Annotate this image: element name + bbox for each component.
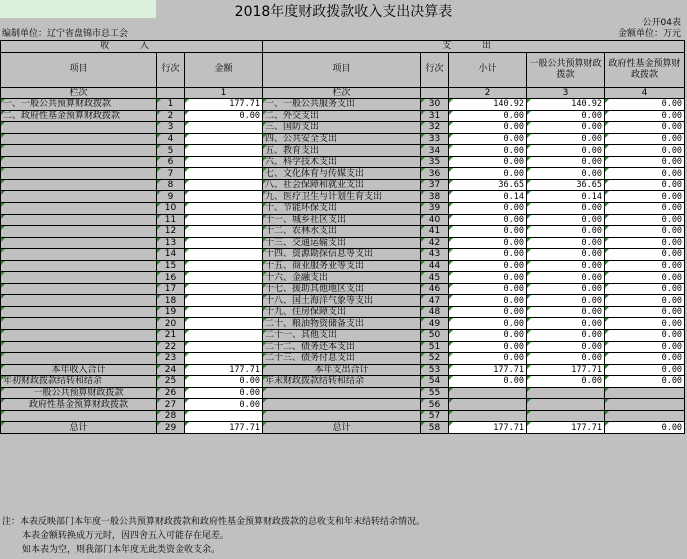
expense-general-cell[interactable]: 0.00 (527, 283, 605, 295)
column-index-row (1, 87, 685, 99)
expense-fund-cell[interactable]: 0.00 (605, 191, 685, 203)
expense-row-no-cell: 49 (421, 318, 449, 330)
income-row-no-cell: 14 (157, 249, 185, 261)
income-item-cell (1, 122, 157, 134)
expense-subtotal-cell[interactable]: 0.00 (449, 260, 527, 272)
income-amount-cell[interactable] (185, 122, 263, 134)
expense-fund-cell[interactable]: 0.00 (605, 283, 685, 295)
table-row (1, 156, 685, 168)
expense-item-cell: 九、医疗卫生与计划生育支出 (263, 191, 421, 203)
expense-row-no-cell: 37 (421, 179, 449, 191)
income-amount-cell[interactable] (185, 306, 263, 318)
expense-fund-cell[interactable]: 0.00 (605, 145, 685, 157)
income-row-no-cell: 13 (157, 237, 185, 249)
table-row (1, 410, 685, 422)
income-item-cell (1, 179, 157, 191)
income-row-no-cell: 26 (157, 387, 185, 399)
income-row-no-cell: 4 (157, 133, 185, 145)
expense-general-cell[interactable] (527, 387, 605, 399)
expense-item-cell: 十八、国土海洋气象等支出 (263, 295, 421, 307)
expense-fund-cell[interactable]: 0.00 (605, 179, 685, 191)
expense-fund-cell[interactable]: 0.00 (605, 110, 685, 122)
income-amount-cell[interactable] (185, 226, 263, 238)
income-item-cell (1, 410, 157, 422)
income-row-no-cell: 7 (157, 168, 185, 180)
income-row-no-cell: 21 (157, 330, 185, 342)
expense-row-no-cell: 45 (421, 272, 449, 284)
expense-subtotal-cell[interactable]: 0.00 (449, 168, 527, 180)
expense-general-cell[interactable]: 0.00 (527, 330, 605, 342)
income-row-no-cell: 22 (157, 341, 185, 353)
expense-row-no-cell: 55 (421, 387, 449, 399)
table-row (1, 226, 685, 238)
expense-general-cell[interactable]: 0.00 (527, 168, 605, 180)
expense-item-cell: 六、科学技术支出 (263, 156, 421, 168)
expense-subtotal-cell[interactable]: 36.65 (449, 179, 527, 191)
expense-general-cell[interactable]: 0.00 (527, 341, 605, 353)
expense-general-cell[interactable]: 177.71 (527, 364, 605, 376)
table-row (1, 99, 685, 111)
expense-fund-cell[interactable]: 0.00 (605, 330, 685, 342)
col-header-row-no: 行次 (157, 52, 185, 87)
income-item-cell (1, 306, 157, 318)
expense-subtotal-cell[interactable]: 0.00 (449, 226, 527, 238)
table-row (1, 295, 685, 307)
income-amount-cell[interactable] (185, 330, 263, 342)
table-row (1, 283, 685, 295)
expense-row-no-cell: 33 (421, 133, 449, 145)
income-section-header: 收 入 (1, 41, 263, 53)
expense-item-cell: 七、文化体育与传媒支出 (263, 168, 421, 180)
expense-item-cell: 十七、援助其他地区支出 (263, 283, 421, 295)
expense-fund-cell[interactable]: 0.00 (605, 226, 685, 238)
income-row-no-cell: 8 (157, 179, 185, 191)
expense-row-no-cell: 39 (421, 203, 449, 215)
income-item-cell (1, 168, 157, 180)
income-row-no-cell: 18 (157, 295, 185, 307)
income-item-cell (1, 214, 157, 226)
col-header-general-budget: 一般公共预算财政拨款 (527, 52, 605, 87)
expense-general-cell[interactable]: 0.00 (527, 203, 605, 215)
expense-item-cell: 八、社会保障和就业支出 (263, 179, 421, 191)
expense-subtotal-cell[interactable]: 0.00 (449, 110, 527, 122)
expense-fund-cell[interactable]: 0.00 (605, 99, 685, 111)
section-header-row (1, 41, 685, 53)
expense-general-cell[interactable]: 0.00 (527, 260, 605, 272)
notes (2, 515, 425, 557)
table-row (1, 191, 685, 203)
col-index-2: 2 (449, 87, 527, 99)
expense-row-no-cell: 46 (421, 283, 449, 295)
expense-fund-cell[interactable]: 0.00 (605, 156, 685, 168)
col-header-exp-row-no: 行次 (421, 52, 449, 87)
income-amount-cell[interactable] (185, 410, 263, 422)
income-row-no-cell: 9 (157, 191, 185, 203)
expense-general-cell[interactable]: 0.00 (527, 318, 605, 330)
income-row-no-cell: 17 (157, 283, 185, 295)
note-line: 如本表为空，则我部门本年度无此类资金收支余。 (22, 545, 221, 555)
table-row (1, 341, 685, 353)
expense-general-cell[interactable]: 0.00 (527, 237, 605, 249)
income-amount-cell[interactable] (185, 272, 263, 284)
compiler-label: 编制单位：辽宁省盘锦市总工会 (2, 29, 129, 39)
expense-subtotal-cell[interactable]: 0.00 (449, 376, 527, 388)
income-item-cell (1, 133, 157, 145)
expense-row-no-cell: 40 (421, 214, 449, 226)
income-item-cell (1, 341, 157, 353)
expense-item-cell: 二十三、债务付息支出 (263, 353, 421, 365)
table-row (1, 376, 685, 388)
expense-item-cell: 十四、资源勘探信息等支出 (263, 249, 421, 261)
expense-subtotal-cell[interactable]: 0.00 (449, 203, 527, 215)
income-amount-cell[interactable] (185, 214, 263, 226)
expense-subtotal-cell[interactable] (449, 410, 527, 422)
table-row (1, 179, 685, 191)
expense-item-cell: 本年支出合计 (263, 364, 421, 376)
table-row (1, 168, 685, 180)
expense-row-no-cell: 35 (421, 156, 449, 168)
income-item-cell (1, 191, 157, 203)
expense-row-no-cell: 48 (421, 306, 449, 318)
income-item-cell (1, 156, 157, 168)
income-row-no-cell: 11 (157, 214, 185, 226)
expense-general-cell[interactable]: 0.00 (527, 110, 605, 122)
expense-subtotal-cell[interactable]: 0.00 (449, 133, 527, 145)
expense-general-cell[interactable]: 0.00 (527, 353, 605, 365)
income-amount-cell[interactable] (185, 260, 263, 272)
expense-subtotal-cell[interactable]: 0.00 (449, 272, 527, 284)
expense-general-cell[interactable] (527, 399, 605, 411)
income-row-no-cell: 3 (157, 122, 185, 134)
expense-item-cell: 十一、城乡社区支出 (263, 214, 421, 226)
table-row (1, 387, 685, 399)
col-index-4: 4 (605, 87, 685, 99)
expense-general-cell[interactable]: 0.00 (527, 272, 605, 284)
income-amount-cell[interactable] (185, 203, 263, 215)
income-item-cell (1, 249, 157, 261)
column-header-row (1, 52, 685, 87)
income-amount-cell[interactable] (185, 353, 263, 365)
table-row (1, 214, 685, 226)
col-index-label: 栏次 (1, 87, 157, 99)
expense-row-no-cell: 57 (421, 410, 449, 422)
expense-fund-cell[interactable] (605, 387, 685, 399)
table-row (1, 203, 685, 215)
expense-item-cell: 十五、商业服务业等支出 (263, 260, 421, 272)
expense-item-cell (263, 387, 421, 399)
income-amount-cell[interactable] (185, 191, 263, 203)
income-item-cell (1, 353, 157, 365)
col-header-exp-item: 项目 (263, 52, 421, 87)
table-row (1, 122, 685, 134)
table-row (1, 260, 685, 272)
income-row-no-cell: 16 (157, 272, 185, 284)
expense-subtotal-cell[interactable]: 0.00 (449, 306, 527, 318)
expense-item-cell: 五、教育支出 (263, 145, 421, 157)
expense-general-cell[interactable]: 0.00 (527, 295, 605, 307)
expense-subtotal-cell[interactable] (449, 387, 527, 399)
table-row (1, 306, 685, 318)
expense-item-cell (263, 410, 421, 422)
income-item-cell (1, 145, 157, 157)
table-row (1, 133, 685, 145)
income-amount-cell[interactable]: 177.71 (185, 99, 263, 111)
income-row-no-cell: 27 (157, 399, 185, 411)
expense-fund-cell[interactable]: 0.00 (605, 295, 685, 307)
report-title: 2018年度财政拨款收入支出决算表 (234, 4, 453, 20)
expense-subtotal-cell[interactable]: 0.00 (449, 330, 527, 342)
budget-table (0, 40, 685, 434)
expense-item-cell: 一、一般公共服务支出 (263, 99, 421, 111)
expense-row-no-cell: 47 (421, 295, 449, 307)
unit-label: 金额单位：万元 (617, 29, 681, 39)
income-amount-cell[interactable] (185, 179, 263, 191)
income-row-no-cell: 25 (157, 376, 185, 388)
expense-row-no-cell: 42 (421, 237, 449, 249)
income-item-cell (1, 203, 157, 215)
income-row-no-cell: 5 (157, 145, 185, 157)
expense-item-cell: 十二、农林水支出 (263, 226, 421, 238)
expense-general-cell[interactable] (527, 410, 605, 422)
income-amount-cell[interactable]: 177.71 (185, 364, 263, 376)
expense-row-no-cell: 30 (421, 99, 449, 111)
col-header-item: 项目 (1, 52, 157, 87)
income-amount-cell[interactable] (185, 295, 263, 307)
income-row-no-cell: 6 (157, 156, 185, 168)
income-item-cell: 本年收入合计 (1, 364, 157, 376)
expense-subtotal-cell[interactable]: 0.00 (449, 353, 527, 365)
income-row-no-cell: 28 (157, 410, 185, 422)
expense-item-cell: 十三、交通运输支出 (263, 237, 421, 249)
expense-subtotal-cell[interactable]: 0.00 (449, 237, 527, 249)
expense-subtotal-cell[interactable]: 140.92 (449, 99, 527, 111)
expense-item-cell: 四、公共安全支出 (263, 133, 421, 145)
income-item-cell (1, 272, 157, 284)
expense-subtotal-cell[interactable]: 0.00 (449, 249, 527, 261)
expense-row-no-cell: 36 (421, 168, 449, 180)
expense-fund-cell[interactable]: 0.00 (605, 168, 685, 180)
expense-fund-cell[interactable]: 0.00 (605, 249, 685, 261)
income-amount-cell[interactable]: 0.00 (185, 399, 263, 411)
expense-fund-cell[interactable]: 0.00 (605, 272, 685, 284)
expense-item-cell: 二十二、债务还本支出 (263, 341, 421, 353)
expense-fund-cell[interactable]: 0.00 (605, 353, 685, 365)
income-amount-cell[interactable] (185, 318, 263, 330)
income-amount-cell[interactable] (185, 249, 263, 261)
income-row-no-cell: 15 (157, 260, 185, 272)
col-index-label-2: 栏次 (263, 87, 421, 99)
income-row-no-cell: 12 (157, 226, 185, 238)
expense-row-no-cell: 50 (421, 330, 449, 342)
income-item-cell: 二、政府性基金预算财政拨款 (1, 110, 157, 122)
expense-item-cell: 年末财政拨款结转和结余 (263, 376, 421, 388)
expense-subtotal-cell[interactable] (449, 399, 527, 411)
expense-general-cell[interactable]: 0.00 (527, 133, 605, 145)
income-amount-cell[interactable] (185, 237, 263, 249)
income-row-no-cell: 24 (157, 364, 185, 376)
table-row (1, 422, 685, 434)
income-item-cell: 政府性基金预算财政拨款 (1, 399, 157, 411)
income-row-no-cell: 23 (157, 353, 185, 365)
table-row (1, 145, 685, 157)
col-index-blank-2 (421, 87, 449, 99)
income-amount-cell[interactable] (185, 133, 263, 145)
expense-row-no-cell: 41 (421, 226, 449, 238)
form-code: 公开04表 (642, 18, 681, 28)
expense-fund-cell[interactable]: 0.00 (605, 260, 685, 272)
expense-row-no-cell: 38 (421, 191, 449, 203)
col-index-blank (157, 87, 185, 99)
expense-fund-cell[interactable]: 0.00 (605, 122, 685, 134)
expense-fund-cell[interactable] (605, 410, 685, 422)
expense-item-cell: 二、外交支出 (263, 110, 421, 122)
income-item-cell (1, 260, 157, 272)
table-row (1, 249, 685, 261)
table-row (1, 272, 685, 284)
note-line: 注：本表反映部门本年度一般公共预算财政拨款和政府性基金预算财政拨款的总收支和年末结转结余情况。 (2, 517, 426, 527)
expense-item-cell: 总计 (263, 422, 421, 434)
income-item-cell (1, 283, 157, 295)
income-item-cell (1, 226, 157, 238)
expense-subtotal-cell[interactable]: 0.00 (449, 122, 527, 134)
income-amount-cell[interactable] (185, 145, 263, 157)
col-index-3: 3 (527, 87, 605, 99)
expense-general-cell[interactable]: 36.65 (527, 179, 605, 191)
table-row (1, 364, 685, 376)
expense-fund-cell[interactable]: 0.00 (605, 376, 685, 388)
table-row (1, 318, 685, 330)
expense-item-cell: 二十、粮油物资储备支出 (263, 318, 421, 330)
expense-subtotal-cell[interactable]: 0.00 (449, 341, 527, 353)
income-item-cell: 总计 (1, 422, 157, 434)
table-row (1, 399, 685, 411)
income-amount-cell[interactable] (185, 341, 263, 353)
expense-fund-cell[interactable]: 0.00 (605, 133, 685, 145)
expense-row-no-cell: 54 (421, 376, 449, 388)
income-amount-cell[interactable]: 0.00 (185, 110, 263, 122)
expense-fund-cell[interactable]: 0.00 (605, 306, 685, 318)
income-amount-cell[interactable]: 0.00 (185, 387, 263, 399)
income-item-cell (1, 318, 157, 330)
income-row-no-cell: 19 (157, 306, 185, 318)
expense-subtotal-cell[interactable]: 0.00 (449, 283, 527, 295)
expense-item-cell (263, 399, 421, 411)
income-amount-cell[interactable] (185, 168, 263, 180)
expense-fund-cell[interactable]: 0.00 (605, 318, 685, 330)
expense-subtotal-cell[interactable]: 0.00 (449, 295, 527, 307)
income-row-no-cell: 1 (157, 99, 185, 111)
expense-general-cell[interactable]: 0.00 (527, 306, 605, 318)
expense-subtotal-cell[interactable]: 0.14 (449, 191, 527, 203)
table-row (1, 330, 685, 342)
expense-general-cell[interactable]: 0.00 (527, 376, 605, 388)
col-header-amount: 金额 (185, 52, 263, 87)
expense-row-no-cell: 53 (421, 364, 449, 376)
expense-row-no-cell: 56 (421, 399, 449, 411)
expense-general-cell[interactable]: 0.00 (527, 249, 605, 261)
income-row-no-cell: 2 (157, 110, 185, 122)
table-row (1, 110, 685, 122)
expense-row-no-cell: 31 (421, 110, 449, 122)
expense-row-no-cell: 34 (421, 145, 449, 157)
income-row-no-cell: 10 (157, 203, 185, 215)
income-item-cell (1, 237, 157, 249)
expense-row-no-cell: 51 (421, 341, 449, 353)
expense-item-cell: 十九、住房保障支出 (263, 306, 421, 318)
income-item-cell: 一、一般公共预算财政拨款 (1, 99, 157, 111)
income-item-cell (1, 295, 157, 307)
expense-general-cell[interactable]: 140.92 (527, 99, 605, 111)
income-amount-cell[interactable]: 0.00 (185, 376, 263, 388)
expense-section-header: 支 出 (263, 41, 685, 53)
expense-fund-cell[interactable]: 0.00 (605, 214, 685, 226)
expense-row-no-cell: 52 (421, 353, 449, 365)
table-row (1, 237, 685, 249)
income-row-no-cell: 20 (157, 318, 185, 330)
expense-row-no-cell: 44 (421, 260, 449, 272)
col-index-1: 1 (185, 87, 263, 99)
expense-subtotal-cell[interactable]: 177.71 (449, 422, 527, 434)
expense-subtotal-cell[interactable]: 177.71 (449, 364, 527, 376)
expense-general-cell[interactable]: 0.00 (527, 226, 605, 238)
expense-item-cell: 十六、金融支出 (263, 272, 421, 284)
col-header-subtotal: 小计 (449, 52, 527, 87)
expense-subtotal-cell[interactable]: 0.00 (449, 156, 527, 168)
expense-fund-cell[interactable]: 0.00 (605, 364, 685, 376)
expense-subtotal-cell[interactable]: 0.00 (449, 145, 527, 157)
expense-general-cell[interactable]: 0.00 (527, 122, 605, 134)
expense-item-cell: 二十一、其他支出 (263, 330, 421, 342)
income-amount-cell[interactable] (185, 283, 263, 295)
expense-general-cell[interactable]: 0.14 (527, 191, 605, 203)
expense-general-cell[interactable]: 0.00 (527, 214, 605, 226)
note-line: 本表金额转换成万元时，因四舍五入可能存在尾差。 (22, 531, 230, 541)
expense-general-cell[interactable]: 177.71 (527, 422, 605, 434)
income-item-cell (1, 330, 157, 342)
expense-item-cell: 十、节能环保支出 (263, 203, 421, 215)
expense-fund-cell[interactable]: 0.00 (605, 422, 685, 434)
income-amount-cell[interactable] (185, 156, 263, 168)
table-row (1, 353, 685, 365)
expense-item-cell: 三、国防支出 (263, 122, 421, 134)
income-row-no-cell: 29 (157, 422, 185, 434)
expense-fund-cell[interactable]: 0.00 (605, 341, 685, 353)
expense-general-cell[interactable]: 0.00 (527, 145, 605, 157)
expense-fund-cell[interactable] (605, 399, 685, 411)
expense-row-no-cell: 43 (421, 249, 449, 261)
expense-general-cell[interactable]: 0.00 (527, 156, 605, 168)
income-amount-cell[interactable]: 177.71 (185, 422, 263, 434)
income-item-cell: 一般公共预算财政拨款 (1, 387, 157, 399)
expense-row-no-cell: 58 (421, 422, 449, 434)
col-header-fund-budget: 政府性基金预算财政拨款 (605, 52, 685, 87)
expense-subtotal-cell[interactable]: 0.00 (449, 214, 527, 226)
expense-fund-cell[interactable]: 0.00 (605, 237, 685, 249)
expense-subtotal-cell[interactable]: 0.00 (449, 318, 527, 330)
income-item-cell: 年初财政拨款结转和结余 (1, 376, 157, 388)
expense-fund-cell[interactable]: 0.00 (605, 203, 685, 215)
expense-row-no-cell: 32 (421, 122, 449, 134)
